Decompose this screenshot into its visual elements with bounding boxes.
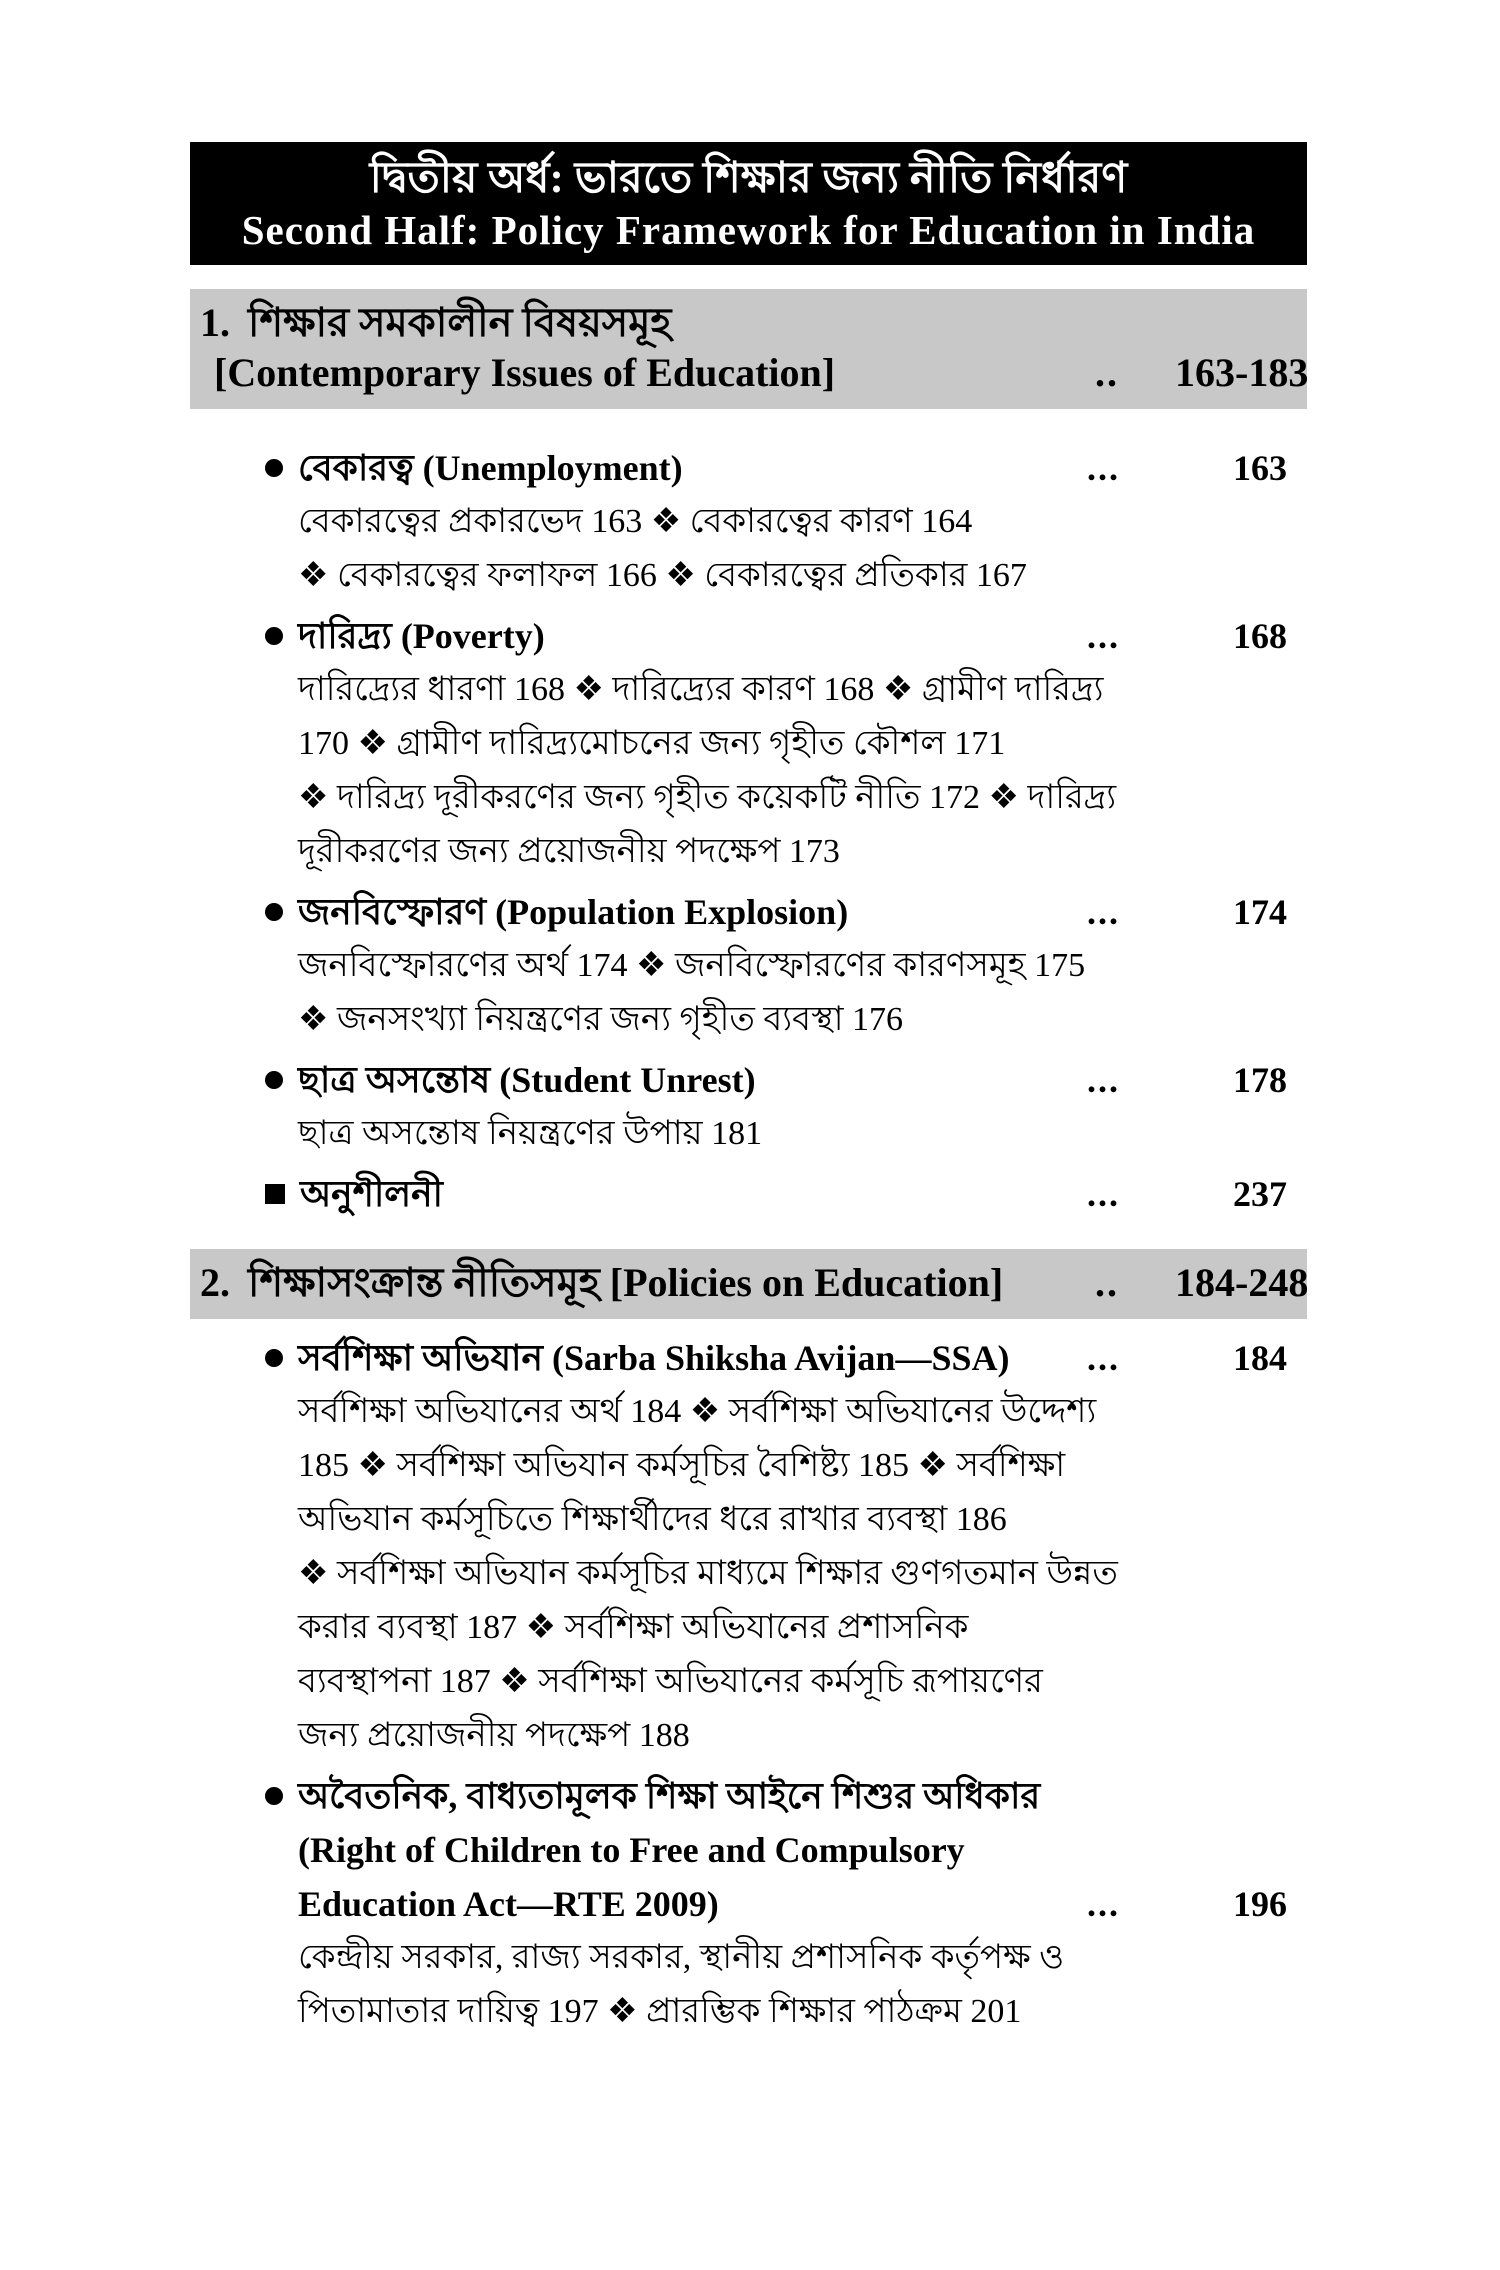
toc-item: [190, 1769, 1307, 2039]
toc-item: [190, 1331, 1307, 1763]
item-subtopics-line: সর্বশিক্ষা অভিযানের অর্থ 184 ❖ সর্বশিক্ষা অভিযানের উদ্দেশ্য: [298, 1393, 1097, 1430]
page-number: 174: [1233, 892, 1287, 932]
page-number: 196: [1233, 1884, 1287, 1924]
leader-dots: ...: [1087, 892, 1120, 932]
item-title: বেকারত্ব (Unemployment): [298, 448, 683, 488]
toc-item-title-cell: [190, 1823, 1087, 1877]
item-subtopics-line: 170 ❖ গ্রামীণ দারিদ্র্যমোচনের জন্য গৃহীত কৌশল 171: [298, 725, 1006, 762]
section-page-range: 184-248: [1175, 1260, 1309, 1305]
toc-item-title-row: [190, 885, 1307, 939]
item-subtopics-line: করার ব্যবস্থা 187 ❖ সর্বশিক্ষা অভিযানের প্রশাসনিক: [298, 1609, 969, 1646]
circle-bullet-icon: [265, 1071, 283, 1089]
section-number: 1.: [200, 300, 230, 345]
section-heading-line1: [190, 298, 1307, 348]
item-subtopics-line: জনবিস্ফোরণের অর্থ 174 ❖ জনবিস্ফোরণের কারণসমূহ 175: [298, 947, 1086, 984]
item-subtopics-line: 185 ❖ সর্বশিক্ষা অভিযান কর্মসূচির বৈশিষ্ট্য 185 ❖ সর্বশিক্ষা: [298, 1447, 1066, 1484]
page-number: 184: [1233, 1338, 1287, 1378]
square-bullet-icon: [265, 1184, 285, 1204]
item-title: অনুশীলনী: [300, 1174, 443, 1214]
page-number: 237: [1233, 1174, 1287, 1214]
section-page-range: 163-183: [1175, 350, 1309, 395]
item-subtopics-line: জন্য প্রয়োজনীয় পদক্ষেপ 188: [298, 1717, 690, 1754]
leader-dots: ...: [1087, 1060, 1120, 1100]
circle-bullet-icon: [265, 1349, 283, 1367]
item-title: Education Act—RTE 2009): [298, 1884, 719, 1924]
toc-item-title-cell: [190, 441, 1087, 495]
section-number: 2.: [200, 1260, 230, 1305]
item-subtopics-line: দূরীকরণের জন্য প্রয়োজনীয় পদক্ষেপ 173: [298, 833, 840, 870]
leader-dots: ...: [1087, 1338, 1120, 1378]
toc-item-title-row: [190, 1331, 1307, 1385]
page-number: 168: [1233, 616, 1287, 656]
item-subtopics-line: অভিযান কর্মসূচিতে শিক্ষার্থীদের ধরে রাখার ব্যবস্থা 186: [298, 1501, 1007, 1538]
leader-dots: ...: [1087, 448, 1120, 488]
item-subtopics-line: ❖ বেকারত্বের ফলাফল 166 ❖ বেকারত্বের প্রতিকার 167: [298, 557, 1027, 594]
toc-sections: [190, 289, 1307, 2053]
chapter-header-band: [190, 142, 1307, 265]
section-title-bengali: শিক্ষাসংক্রান্ত নীতিসমূহ [Policies on Education]: [248, 1260, 1004, 1305]
item-subtopics-line: বেকারত্বের প্রকারভেদ 163 ❖ বেকারত্বের কারণ 164: [298, 503, 973, 540]
page-number: 178: [1233, 1060, 1287, 1100]
circle-bullet-icon: [265, 1787, 283, 1805]
toc-item: [190, 885, 1307, 1047]
toc-item-title-cell: [190, 1167, 1087, 1221]
toc-item-title-row: [190, 1877, 1307, 1931]
toc-item-title-row: [190, 1823, 1307, 1877]
toc-item-title-cell: [190, 1769, 1087, 1823]
toc-item: [190, 1053, 1307, 1161]
item-title: সর্বশিক্ষা অভিযান (Sarba Shiksha Avijan—SSA): [298, 1338, 1010, 1378]
toc-item: [190, 609, 1307, 879]
toc-item-title-cell: [190, 609, 1087, 663]
item-title: জনবিস্ফোরণ (Population Explosion): [298, 892, 849, 932]
circle-bullet-icon: [265, 627, 283, 645]
section-item-list: [190, 1319, 1307, 2053]
toc-item-title-row: [190, 1167, 1307, 1221]
leader-dots: ...: [1087, 616, 1120, 656]
page-content: [190, 142, 1307, 2053]
toc-item-title-cell: [190, 885, 1087, 939]
leader-dots: ..: [1095, 1260, 1119, 1305]
item-subtopics-line: দারিদ্র্যের ধারণা 168 ❖ দারিদ্র্যের কারণ 168 ❖ গ্রামীণ দারিদ্র্য: [298, 671, 1104, 708]
chapter-title-bengali: দ্বিতীয় অর্ধ: ভারতে শিক্ষার জন্য নীতি নির্ধারণ: [369, 155, 1128, 203]
leader-dots: ...: [1087, 1174, 1120, 1214]
toc-item-title-row: [190, 1769, 1307, 1823]
circle-bullet-icon: [265, 903, 283, 921]
item-subtopics-line: পিতামাতার দায়িত্ব 197 ❖ প্রারম্ভিক শিক্ষার পাঠক্রম 201: [298, 1993, 1022, 2030]
item-title: (Right of Children to Free and Compulsory: [298, 1830, 965, 1870]
toc-item-title-row: [190, 609, 1307, 663]
item-subtopics-line: ❖ দারিদ্র্য দূরীকরণের জন্য গৃহীত কয়েকটি নীতি 172 ❖ দারিদ্র্য: [298, 779, 1117, 816]
section-heading-line1: [190, 1258, 1307, 1308]
section-heading-line2: [190, 348, 1307, 398]
item-subtopics-line: কেন্দ্রীয় সরকার, রাজ্য সরকার, স্থানীয় প্রশাসনিক কর্তৃপক্ষ ও: [298, 1939, 1065, 1976]
item-subtopics-line: ব্যবস্থাপনা 187 ❖ সর্বশিক্ষা অভিযানের কর্মসূচি রূপায়ণের: [298, 1663, 1043, 1700]
toc-item-title-cell: [190, 1053, 1087, 1107]
section-heading-bar: [190, 1249, 1307, 1319]
item-subtopics-line: ❖ সর্বশিক্ষা অভিযান কর্মসূচির মাধ্যমে শিক্ষার গুণগতমান উন্নত: [298, 1555, 1118, 1592]
toc-item: [190, 441, 1307, 603]
toc-item: [190, 1167, 1307, 1221]
item-subtopics-line: ছাত্র অসন্তোষ নিয়ন্ত্রণের উপায় 181: [298, 1115, 763, 1152]
toc-item-title-cell: [190, 1877, 1087, 1931]
chapter-title-english: Second Half: Policy Framework for Education in India: [241, 206, 1256, 253]
circle-bullet-icon: [265, 459, 283, 477]
section-heading-bar: [190, 289, 1307, 409]
item-title: দারিদ্র্য (Poverty): [298, 616, 545, 656]
section-title-english: [Contemporary Issues of Education]: [214, 350, 836, 395]
toc-item-title-row: [190, 1053, 1307, 1107]
item-title: অবৈতনিক, বাধ্যতামূলক শিক্ষা আইনে শিশুর অধিকার: [298, 1776, 1041, 1816]
toc-item-title-cell: [190, 1331, 1087, 1385]
toc-item-title-row: [190, 441, 1307, 495]
leader-dots: ...: [1087, 1884, 1120, 1924]
page-number: 163: [1233, 448, 1287, 488]
section-title-bengali: শিক্ষার সমকালীন বিষয়সমূহ: [248, 300, 672, 345]
leader-dots: ..: [1095, 350, 1119, 395]
section-item-list: [190, 409, 1307, 1235]
item-title: ছাত্র অসন্তোষ (Student Unrest): [298, 1060, 756, 1100]
item-subtopics-line: ❖ জনসংখ্যা নিয়ন্ত্রণের জন্য গৃহীত ব্যবস্থা 176: [298, 1001, 903, 1038]
